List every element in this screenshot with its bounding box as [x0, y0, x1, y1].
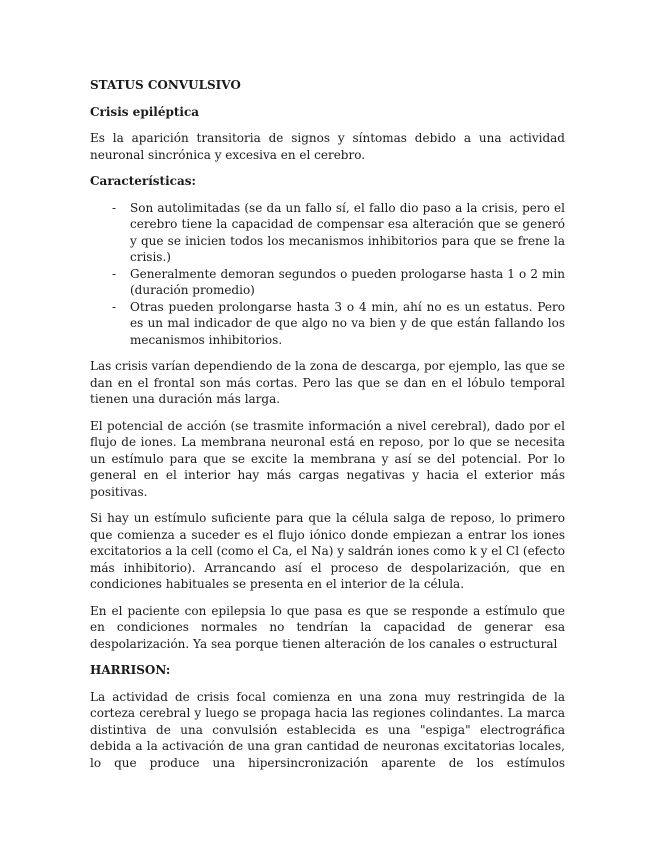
document-title: STATUS CONVULSIVO — [90, 78, 241, 92]
list-item: - Son autolimitadas (se da un fallo sí, el fallo dio paso a la crisis, pero el cerebro tiene la capacidad de compensar esa alteración que se generó y que se inicien todos los mecanismos inhibitorios para que se frene la crisis.) — [112, 200, 565, 264]
list-item: - Generalmente demoran segundos o pueden prologarse hasta 1 o 2 min (duración promedio) — [112, 266, 565, 297]
characteristics-heading: Características: — [90, 174, 196, 188]
harrison-paragraph: La actividad de crisis focal comienza en una zona muy restringida de la corteza cerebral y luego se propaga hacia las regiones colindantes. La marca distintiva de una convulsión establecida es una "espiga" electrográfica debida a la activación de una gran cantidad de neuronas excitatorias locales, lo que produce una hipersincronización aparente de los estímulos — [90, 689, 565, 770]
paragraph: Si hay un estímulo suficiente para que la célula salga de reposo, lo primero que comienza a suceder es el flujo iónico donde empiezan a entrar los iones excitatorios a la cell (como el Ca, el Na) y saldrán iones como k y el Cl (efecto más inhibitorio). Arrancando así el proceso de despolarización, que en condiciones habituales se presenta en el interior de la célula. — [90, 511, 565, 591]
intro-paragraph: Es la aparición transitoria de signos y síntomas debido a una actividad neuronal sincrónica y excesiva en el cerebro. — [90, 131, 565, 162]
list-item: - Otras pueden prolongarse hasta 3 o 4 min, ahí no es un estatus. Pero es un mal indicador de que algo no va bien y de que están fallando los mecanismos inhibitorios. — [112, 299, 565, 347]
paragraph: Las crisis varían dependiendo de la zona de descarga, por ejemplo, las que se dan en el frontal son más cortas. Pero las que se dan en el lóbulo temporal tienen una duración más larga. — [90, 359, 565, 406]
characteristics-list — [90, 200, 565, 349]
paragraph: En el paciente con epilepsia lo que pasa es que se responde a estímulo que en condiciones normales no tendrían la capacidad de generar esa despolarización. Ya sea porque tienen alteración de los canales o estructural — [90, 603, 565, 651]
harrison-heading: HARRISON: — [90, 663, 171, 677]
section-heading-crisis: Crisis epiléptica — [90, 104, 200, 119]
paragraph: El potencial de acción (se trasmite información a nivel cerebral), dado por el flujo de iones. La membrana neuronal está en reposo, por lo que se necesita un estímulo para que se excite la membrana y así se del potencial. Por lo general en el interior hay más cargas negativas y hacia el exterior más positivas. — [90, 418, 565, 499]
document-page — [90, 70, 565, 771]
